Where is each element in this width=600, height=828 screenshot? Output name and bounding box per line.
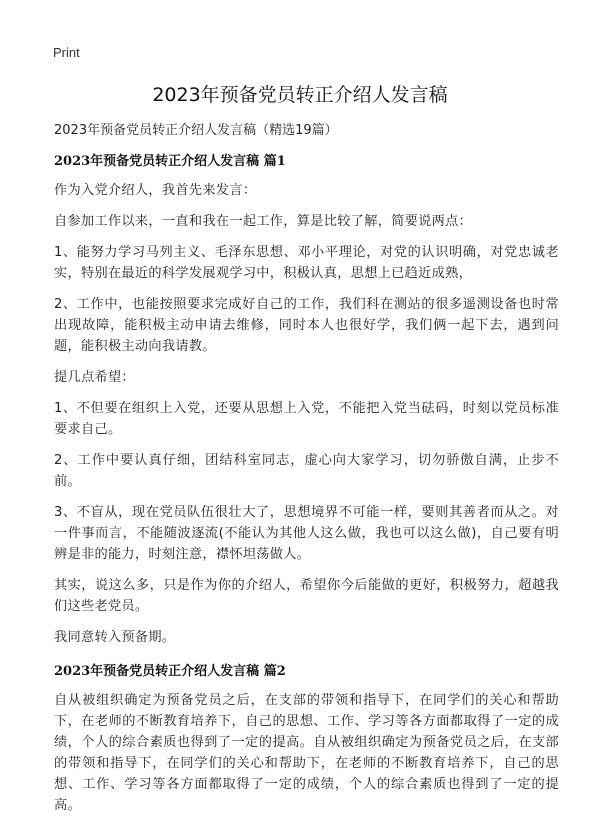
- page-title: 2023年预备党员转正介绍人发言稿: [152, 84, 448, 106]
- paragraph: 2、工作中要认真仔细，团结科室同志，虚心向大家学习，切勿骄傲自满，止步不前。: [54, 453, 559, 489]
- paragraph: 我同意转入预备期。: [54, 630, 176, 645]
- section-heading: 2023年预备党员转正介绍人发言稿 篇2: [54, 664, 286, 679]
- paragraph: 自参加工作以来，一直和我在一起工作，算是比较了解，简要说两点：: [54, 214, 473, 229]
- section-2: [54, 662, 559, 816]
- print-link[interactable]: Print: [53, 45, 80, 60]
- section-heading: 2023年预备党员转正介绍人发言稿 篇1: [54, 154, 286, 169]
- paragraph: 1、能努力学习马列主义、毛泽东思想、邓小平理论，对党的认识明确，对党忠诚老实，特别在最近的科学发展观学习中，积极认真，思想上已趋近成熟，: [54, 245, 559, 281]
- paragraph: 2、工作中，也能按照要求完成好自己的工作，我们科在测站的很多遥测设备也时常出现故障，能积极主动申请去维修，同时本人也很好学，我们俩一起下去，遇到问题，能积极主动向我请教。: [54, 297, 559, 354]
- paragraph: 1、不但要在组织上入党，还要从思想上入党，不能把入党当砝码，时刻以党员标准要求自己。: [54, 401, 559, 437]
- document-subtitle: 2023年预备党员转正介绍人发言稿（精选19篇）: [54, 123, 338, 138]
- document-body: [54, 121, 559, 826]
- paragraph: 3、不盲从，现在党员队伍很壮大了，思想境界不可能一样，要则其善者而从之。对一件事而言，不能随波逐流(不能认为其他人这么做，我也可以这么做)，自己要有明辨是非的能力，时刻注意，襟怀坦荡做人。: [54, 505, 559, 562]
- paragraph: 自从被组织确定为预备党员之后，在支部的带领和指导下，在同学们的关心和帮助下，在老师的不断教育培养下，自己的思想、工作、学习等各方面都取得了一定的成绩，个人的综合素质也得到了一定的提高。自从被组织确定为预备党员之后，在支部的带领和指导下，在同学们的关心和帮助下，在老师的不断教育培养下，自己的思想、工作、学习等各方面都取得了一定的成绩，个人的综合素质也得到了一定的提高。: [54, 693, 559, 813]
- paragraph: 作为入党介绍人，我首先来发言：: [54, 183, 257, 198]
- section-1: [54, 152, 559, 648]
- paragraph: 提几点希望：: [54, 370, 135, 385]
- paragraph: 其实，说这么多，只是作为你的介绍人，希望你今后能做的更好，积极努力，超越我们这些老党员。: [54, 578, 559, 614]
